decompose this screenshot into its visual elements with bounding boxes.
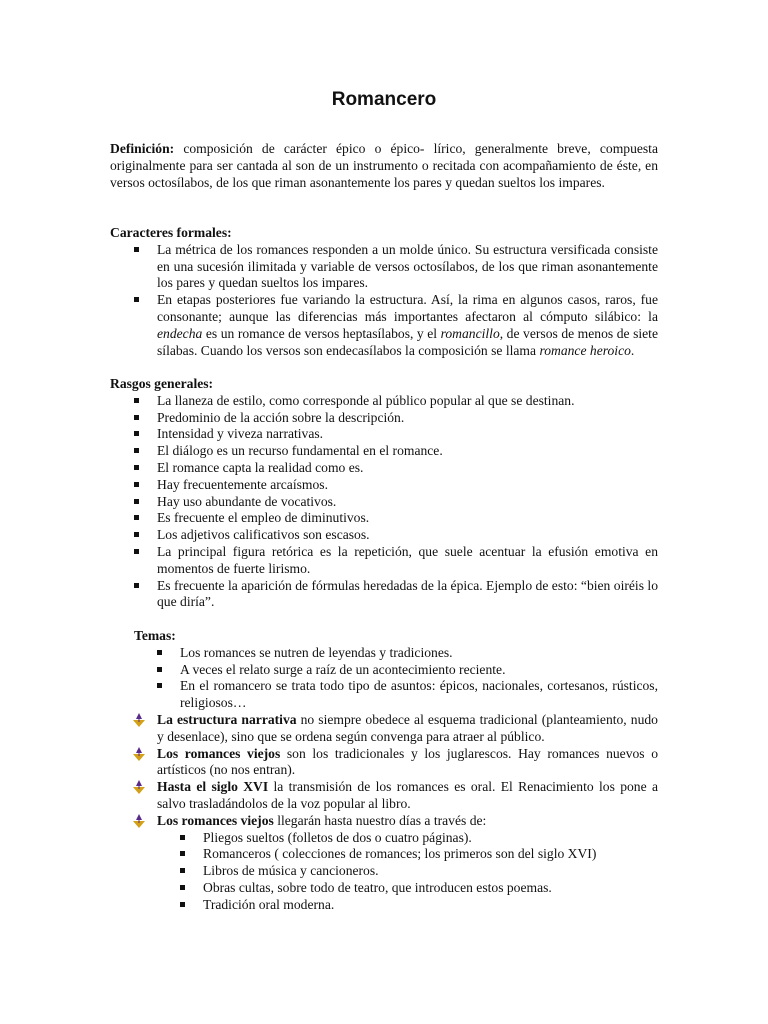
list-item: Hasta el siglo XVI la transmisión de los romances es oral. El Renacimiento los pone a salvo trasladándolos de la voz popular al libro. (110, 779, 658, 813)
list-item: Obras cultas, sobre todo de teatro, que introducen estos poemas. (110, 880, 658, 897)
list-item: Los romances se nutren de leyendas y tradiciones. (110, 645, 658, 662)
temas-list (110, 645, 658, 712)
list-item: La llaneza de estilo, como corresponde al público popular al que se destinan. (110, 393, 658, 410)
list-item: La principal figura retórica es la repetición, que suele acentuar la efusión emotiva en momentos de fuerte lirismo. (110, 544, 658, 578)
list-item: El romance capta la realidad como es. (110, 460, 658, 477)
fancy-arrow-icon (132, 814, 146, 828)
temas-heading: Temas: (134, 628, 176, 643)
temas-section (110, 628, 658, 712)
notas-list (110, 712, 658, 830)
caracteres-list (110, 242, 658, 360)
list-item: Intensidad y viveza narrativas. (110, 426, 658, 443)
rasgos-list (110, 393, 658, 611)
definicion-label: Definición: (110, 141, 175, 156)
rasgos-section (110, 376, 658, 611)
list-item: Tradición oral moderna. (110, 897, 658, 914)
list-item: Es frecuente la aparición de fórmulas heredadas de la épica. Ejemplo de esto: “bien oiréis lo que diría”. (110, 578, 658, 612)
list-item: Hay frecuentemente arcaísmos. (110, 477, 658, 494)
via-list (110, 830, 658, 914)
list-item: Predominio de la acción sobre la descripción. (110, 410, 658, 427)
list-item: A veces el relato surge a raíz de un acontecimiento reciente. (110, 662, 658, 679)
list-item: Los romances viejos llegarán hasta nuestro días a través de: (110, 813, 658, 830)
fancy-arrow-icon (132, 780, 146, 794)
list-item: Los romances viejos son los tradicionales y los juglarescos. Hay romances nuevos o artísticos (no nos entran). (110, 746, 658, 780)
fancy-arrow-icon (132, 713, 146, 727)
list-item: Romanceros ( colecciones de romances; los primeros son del siglo XVI) (110, 846, 658, 863)
list-item: Los adjetivos calificativos son escasos. (110, 527, 658, 544)
fancy-arrow-icon (132, 747, 146, 761)
definicion-text: composición de carácter épico o épico- lírico, generalmente breve, compuesta originalmente para ser cantada al son de un instrumento o recitada con acompañamiento de éste, en versos octosílabos, de los que riman asonantemente los pares y quedan sueltos los impares. (110, 141, 658, 190)
list-item: Hay uso abundante de vocativos. (110, 494, 658, 511)
list-item: Pliegos sueltos (folletos de dos o cuatro páginas). (110, 830, 658, 847)
list-item: El diálogo es un recurso fundamental en el romance. (110, 443, 658, 460)
caracteres-heading: Caracteres formales: (110, 225, 232, 240)
list-item: Libros de música y cancioneros. (110, 863, 658, 880)
definicion-paragraph (110, 141, 658, 191)
rasgos-heading: Rasgos generales: (110, 376, 214, 391)
list-item: En el romancero se trata todo tipo de asuntos: épicos, nacionales, cortesanos, rústicos, religiosos… (110, 678, 658, 712)
caracteres-section (110, 225, 658, 359)
page-title: Romancero (331, 89, 437, 110)
list-item: La estructura narrativa no siempre obedece al esquema tradicional (planteamiento, nudo y desenlace), sino que se ordena según convenga para atraer al público. (110, 712, 658, 746)
list-item: En etapas posteriores fue variando la estructura. Así, la rima en algunos casos, raros, fue consonante; aunque las diferencias más importantes afectaron al cómputo silábico: la endecha es un romance de versos heptasílabos, y el romancillo, de versos de menos de siete sílabas. Cuando los versos son endecasílabos la composición se llama romance heroico. (110, 292, 658, 359)
list-item: La métrica de los romances responden a un molde único. Su estructura versificada consiste en una sucesión ilimitada y variable de versos octosílabos, de los que riman asonantemente los pares y quedan sueltos los impares. (110, 242, 658, 292)
list-item: Es frecuente el empleo de diminutivos. (110, 510, 658, 527)
notas-section (110, 712, 658, 914)
